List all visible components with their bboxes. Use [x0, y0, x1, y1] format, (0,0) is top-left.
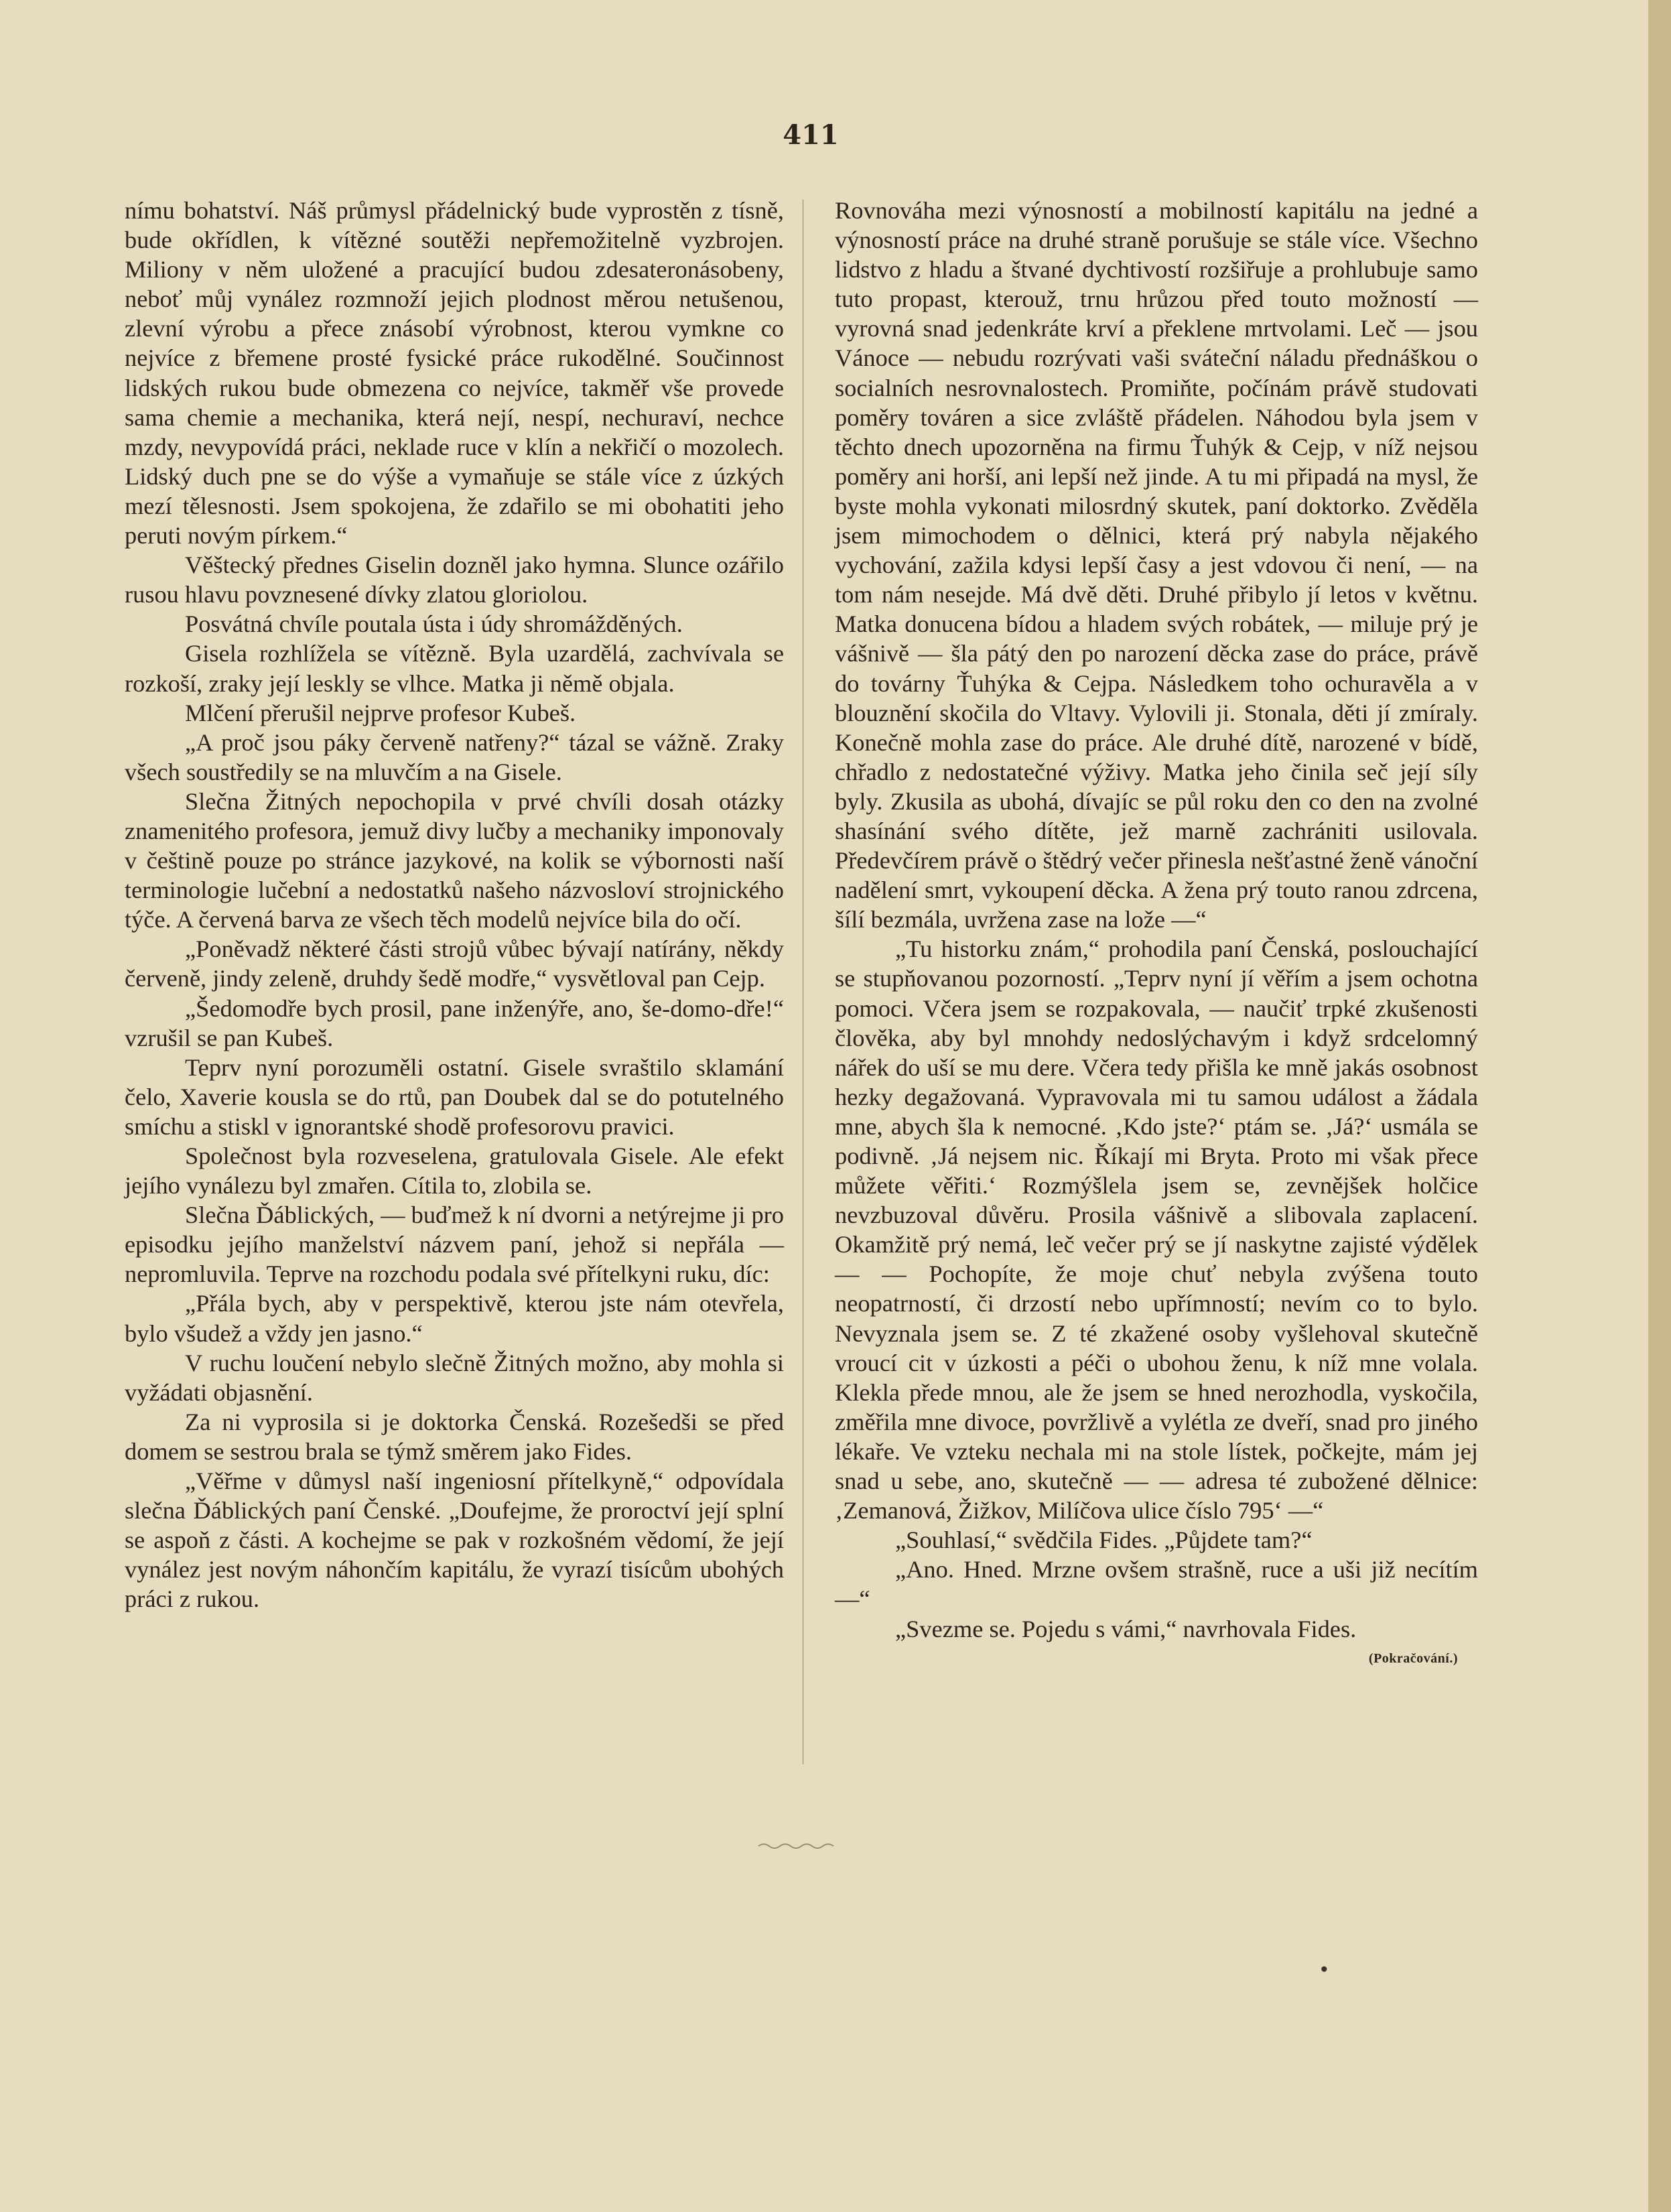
paragraph: Za ni vyprosila si je doktorka Čenská. Rozešedši se před domem se sestrou brala se týmž směrem jako Fides. — [125, 1408, 784, 1465]
continuation-note: (Pokračování.) — [1368, 1650, 1458, 1666]
ornament-squiggle — [757, 1841, 838, 1851]
paragraph: Mlčení přerušil nejprve profesor Kubeš. — [185, 699, 576, 726]
paragraph: nímu bohatství. Náš průmysl přádelnický bude vyprostěn z tísně, bude okřídlen, k vítězné soutěži nepřemožitelně vyzbrojen. Miliony v něm uložené a pracující budou zdesateronásobeny, neboť můj vynález rozmnoží jejich plodnost měrou netušenou, zlevní výrobu a přece znásobí výrobnost, kterou vymkne co nejvíce z břemene prosté fysické práce rukodělné. Součinnost lidských rukou bude obmezena co nejvíce, takměř vše provede sama chemie a mechanika, která nejí, nespí, nechuraví, nechce mzdy, nevypovídá práci, neklade ruce v klín a nekřičí o mozolech. Lidský duch pne se do výše a vymaňuje se stále více z úzkých mezí tělesnosti. Jsem spokojena, že zdařilo se mi obohatiti jeho peruti novým pírkem.“ — [125, 197, 784, 549]
paragraph: Společnost byla rozveselena, gratulovala Gisele. Ale efekt jejího vynálezu byl zmařen. Cítila to, zlobila se. — [125, 1143, 784, 1199]
paragraph: „A proč jsou páky červeně natřeny?“ tázal se vážně. Zraky všech soustředily se na mluvčím a na Gisele. — [125, 728, 784, 785]
right-column — [835, 196, 1478, 1673]
paragraph: „Svezme se. Pojedu s vámi,“ navrhovala Fides. — [895, 1615, 1357, 1642]
paragraph: „Tu historku znám,“ prohodila paní Čenská, poslouchající se stupňovanou pozorností. „Teprv nyní jí věřím a jsem ochotna pomoci. Včera jsem se rozpakovala, — naučiť trpké zkušenosti člověka, aby byl mnohdy nedoslýchavým i když srdcelomný nářek do uší se mu dere. Včera tedy přišla ke mně jakás osobnost hezky degažovaná. Vypravovala mi tu samou událost a žádala mne, abych šla k nemocné. ‚Kdo jste?‘ ptám se. ‚Já?‘ usmála se podivně. ‚Já nejsem nic. Říkají mi Bryta. Proto mi však přece můžete věřiti.‘ Rozmýšlela jsem se, zevnějšek holčice nevzbuzoval důvěru. Prosila vášnivě a slibovala zaplacení. Okamžitě prý nemá, leč večer prý se jí naskytne zajisté výdělek — — Pochopíte, že moje chuť nebyla zvýšena touto neopatrností, či drzostí nebo upřímností; nevím co to bylo. Nevyznala jsem se. Z té zkažené osoby vyšlehoval skutečně vroucí cit v úzkosti a péči o ubohou ženu, k níž mne volala. Klekla přede mnou, ale že jsem se hned nerozhodla, vyskočila, změřila mne divoce, povržlivě a vylétla ze dveří, snad pro jiného lékaře. Ve vzteku nechala mi na stole lístek, počkejte, mám jej snad u sebe, ano, skutečně — — adresa té zubožené dělnice: ‚Zemanová, Žižkov, Milíčova ulice číslo 795‘ —“ — [835, 935, 1478, 1524]
paragraph: Rovnováha mezi výnosností a mobilností kapitálu na jedné a výnosností práce na druhé straně porušuje se stále více. Všechno lidstvo z hladu a štvané dychtivostí rozšiřuje a prohlubuje samo tuto propast, kterouž, trnu hrůzou před touto možností — vyrovná snad jedenkráte krví a překlene mrtvolami. Leč — jsou Vánoce — nebudu rozrývati vaši sváteční náladu přednáškou o socialních nesrovnalostech. Promiňte, počínám právě studovati poměry továren a sice zvláště přádelen. Náhodou byla jsem v těchto dnech upozorněna na firmu Ťuhýk & Cejp, v níž nejsou poměry ani horší, ani lepší než jinde. A tu mi připadá na mysl, že byste mohla vykonati milosrdný skutek, paní doktorko. Zvěděla jsem mimochodem o dělnici, která prý nabyla nějakého vychování, zažila kdysi lepší časy a jest vdovou či není, — na tom nám nesejde. Má dvě děti. Druhé přibylo jí letos v květnu. Matka donucena bídou a hladem svých robátek, — miluje prý je vášnivě — šla pátý den po narození děcka zase do práce, právě do továrny Ťuhýka & Cejpa. Následkem toho ochuravěla a v blouznění skočila do Vltavy. Vylovili ji. Stonala, děti jí zmíraly. Konečně mohla zase do práce. Ale druhé dítě, narozené v bídě, chřadlo z nedostatečné výživy. Matka jeho činila seč její síly byly. Zkusila as ubohá, dívajíc se půl roku den co den na zvolné shasínání svého dítěte, jež marně zachrániti usilovala. Předevčírem právě o štědrý večer přinesla nešťastné ženě vánoční nadělení smrt, vykoupení děcka. A žena prý touto ranou zdrcena, šílí bezmála, uvržena zase na lože —“ — [835, 197, 1478, 933]
paragraph: Teprv nyní porozuměli ostatní. Gisele svraštilo sklamání čelo, Xaverie kousla se do rtů, pan Doubek dal se do potutelného smíchu a stiskl v ignorantské shodě profesorovu pravici. — [125, 1053, 784, 1140]
paragraph: „Přála bych, aby v perspektivě, kterou jste nám otevřela, bylo všudež a vždy jen jasno.“ — [125, 1290, 784, 1347]
paragraph: „Souhlasí,“ svědčila Fides. „Půjdete tam?“ — [895, 1526, 1313, 1554]
paragraph: „Šedomodře bych prosil, pane inženýře, ano, še-domo-dře!“ vzrušil se pan Kubeš. — [125, 994, 784, 1051]
paragraph: Věštecký přednes Giselin dozněl jako hymna. Slunce ozářilo rusou hlavu povznesené dívky zlatou gloriolou. — [125, 551, 784, 608]
paragraph: „Poněvadž některé části strojů vůbec bývají natírány, někdy červeně, jindy zeleně, druhdy šedě modře,“ vysvětloval pan Cejp. — [125, 935, 784, 992]
paragraph: „Ano. Hned. Mrzne ovšem strašně, ruce a uši již necítím —“ — [835, 1556, 1478, 1613]
page-number: 411 — [783, 119, 839, 151]
left-column — [125, 196, 784, 1614]
paragraph: Gisela rozhlížela se vítězně. Byla uzardělá, zachvívala se rozkoší, zraky její leskly se vlhce. Matka ji němě objala. — [125, 640, 784, 697]
page-edge — [1648, 0, 1671, 2212]
paragraph: V ruchu loučení nebylo slečně Žitných možno, aby mohla si vyžádati objasnění. — [125, 1349, 784, 1406]
paragraph: Slečna Ďáblických, — buďmež k ní dvorni a netýrejme ji pro episodku jejího manželství názvem paní, jehož si nepřála — nepromluvila. Teprve na rozchodu podala své přítelkyni ruku, díc: — [125, 1201, 784, 1288]
ink-mark: • — [1319, 1959, 1330, 1981]
paragraph: „Věřme v důmysl naší ingeniosní přítelkyně,“ odpovídala slečna Ďáblických paní Čenské. „Doufejme, že proroctví její splní se aspoň z části. A kochejme se pak v rozkošném vědomí, že její vynález jest novým náhončím kapitálu, že vyrazí tisícům ubohých práci z rukou. — [125, 1468, 784, 1613]
paragraph: Slečna Žitných nepochopila v prvé chvíli dosah otázky znamenitého profesora, jemuž divy lučby a mechaniky imponovaly v češtině pouze po stránce jazykové, na kolik se výbornosti naší terminologie lučební a nedostatků našeho názvosloví strojnického týče. A červená barva ze všech těch modelů nejvíce bila do očí. — [125, 787, 784, 933]
paragraph: Posvátná chvíle poutala ústa i údy shromážděných. — [185, 610, 683, 638]
